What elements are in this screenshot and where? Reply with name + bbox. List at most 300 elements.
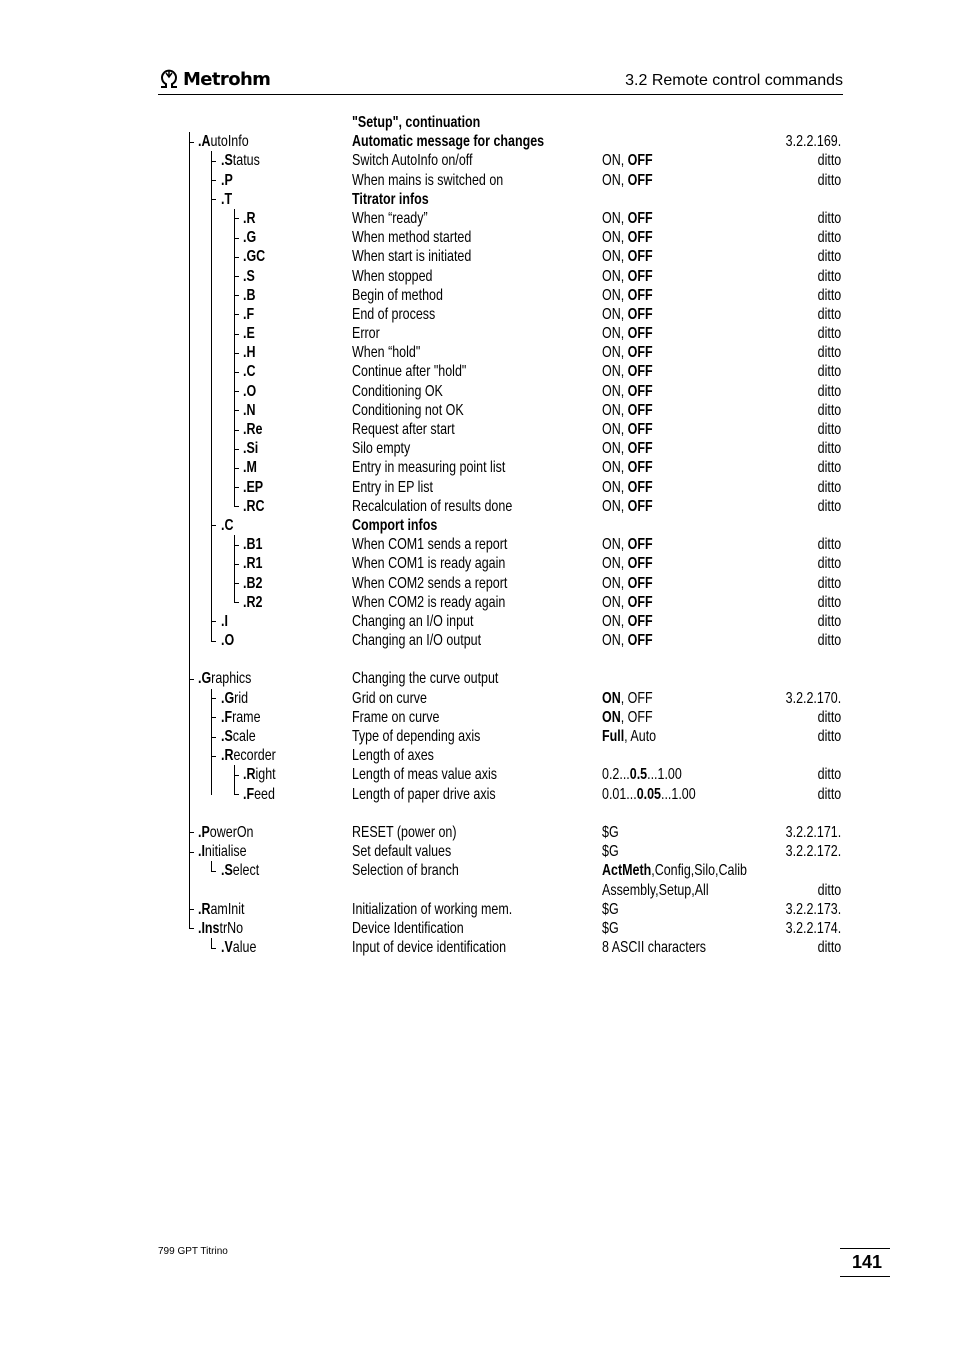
command-abbrev: .O — [243, 382, 257, 400]
command-values — [602, 881, 709, 900]
default-value: OFF — [627, 152, 653, 170]
command-row — [0, 267, 954, 286]
tree-line — [211, 593, 212, 612]
command-row — [0, 593, 954, 612]
command-description: Conditioning OK — [352, 382, 443, 400]
command-values — [602, 765, 682, 784]
tree-line — [189, 746, 190, 765]
default-value: OFF — [627, 363, 653, 381]
command-values — [602, 286, 653, 305]
tree-line — [189, 401, 190, 420]
value-text: ON, — [602, 612, 628, 630]
command-description: Recalculation of results done — [352, 497, 513, 515]
command-name — [243, 382, 256, 401]
section-reference: ditto — [817, 401, 841, 419]
tree-line — [189, 554, 190, 573]
command-abbrev: .O — [221, 632, 235, 650]
tree-branch — [189, 852, 194, 853]
tree-line — [189, 228, 190, 247]
tree-branch — [234, 794, 239, 795]
command-name — [243, 209, 255, 228]
command-name — [243, 458, 257, 477]
omega-logo-icon — [158, 68, 180, 90]
command-rest: ight — [255, 766, 276, 784]
command-description: Changing an I/O output — [352, 632, 482, 650]
tree-branch — [234, 449, 239, 450]
tree-line — [189, 362, 190, 381]
command-description: Comport infos — [352, 516, 438, 534]
command-rest: owerOn — [209, 823, 254, 841]
value-text: $G — [602, 900, 619, 918]
value-text: , OFF — [620, 708, 653, 726]
command-values — [602, 689, 653, 708]
command-rest: nitialise — [204, 843, 247, 861]
tree-line — [189, 478, 190, 497]
tree-line — [189, 247, 190, 266]
command-values — [602, 420, 653, 439]
default-value: OFF — [627, 209, 653, 227]
tree-line — [211, 631, 212, 641]
command-name — [221, 746, 276, 765]
default-value: OFF — [627, 325, 653, 343]
command-row — [0, 382, 954, 401]
command-name — [243, 324, 255, 343]
section-reference: 3.2.2.169. — [785, 133, 841, 151]
tree-line — [189, 535, 190, 554]
command-name — [221, 689, 248, 708]
command-name — [221, 727, 256, 746]
command-description: Changing the curve output — [352, 670, 499, 688]
command-row — [0, 554, 954, 573]
command-abbrev: .B1 — [243, 536, 263, 554]
tree-line — [211, 362, 212, 381]
tree-branch — [189, 928, 194, 929]
value-text: ON, — [602, 286, 628, 304]
default-value: OFF — [627, 286, 653, 304]
section-reference: ditto — [817, 612, 841, 630]
command-row — [0, 401, 954, 420]
tree-branch — [234, 372, 239, 373]
tree-branch — [189, 679, 194, 680]
section-reference: ditto — [817, 344, 841, 362]
tree-line — [211, 286, 212, 305]
tree-branch — [211, 525, 216, 526]
section-reference: ditto — [817, 440, 841, 458]
section-reference: 3.2.2.173. — [785, 900, 841, 918]
command-values — [602, 574, 653, 593]
default-value: OFF — [627, 593, 653, 611]
tree-line — [211, 458, 212, 477]
command-row — [0, 842, 954, 861]
command-abbrev: .P — [198, 823, 210, 841]
tree-line — [189, 612, 190, 631]
command-name — [198, 823, 254, 842]
value-text: , Auto — [624, 728, 657, 745]
command-name — [221, 151, 260, 170]
tree-line — [234, 497, 235, 507]
tree-line — [189, 439, 190, 458]
command-row — [0, 439, 954, 458]
tree-line — [189, 881, 190, 900]
command-name — [198, 842, 247, 861]
command-abbrev: .Re — [243, 421, 263, 438]
spacer-row — [0, 650, 954, 669]
command-values — [602, 554, 653, 573]
default-value: OFF — [627, 478, 653, 496]
brand-name: Metrohm — [183, 68, 271, 90]
command-values — [602, 171, 653, 190]
command-row — [0, 151, 954, 170]
command-abbrev: .C — [221, 516, 234, 534]
command-row — [0, 209, 954, 228]
value-text: ON, — [602, 536, 628, 554]
command-row — [0, 900, 954, 919]
tree-line — [189, 209, 190, 228]
command-values — [602, 401, 653, 420]
command-abbrev: .E — [243, 325, 255, 343]
tree-line — [189, 343, 190, 362]
command-row — [0, 132, 954, 151]
command-abbrev: .C — [243, 363, 256, 381]
command-values — [602, 938, 706, 957]
tree-line — [211, 382, 212, 401]
command-name — [221, 631, 234, 650]
default-value: ON — [602, 708, 621, 726]
value-text: ...1.00 — [647, 766, 682, 784]
command-name — [243, 343, 255, 362]
value-text: ON, — [602, 363, 628, 381]
tree-line — [211, 267, 212, 286]
value-text: ON, — [602, 344, 628, 362]
command-values — [602, 593, 653, 612]
tree-branch — [211, 737, 216, 738]
command-values — [602, 324, 653, 343]
default-value: OFF — [627, 229, 653, 247]
command-row — [0, 324, 954, 343]
command-values — [602, 382, 653, 401]
section-reference: ditto — [817, 881, 841, 899]
section-reference: ditto — [817, 728, 841, 745]
tree-branch — [211, 161, 216, 162]
tree-line — [189, 324, 190, 343]
tree-branch — [189, 142, 194, 143]
command-row — [0, 305, 954, 324]
command-rest: rame — [232, 708, 261, 726]
command-abbrev: .G — [198, 670, 212, 688]
tree-line — [234, 593, 235, 603]
tree-line — [211, 574, 212, 593]
command-rest: trNo — [219, 919, 244, 937]
command-row — [0, 497, 954, 516]
command-rest: eed — [254, 785, 275, 803]
command-table — [0, 113, 954, 957]
section-reference: ditto — [817, 209, 841, 227]
page-number-box — [840, 1248, 890, 1277]
value-text: ON, — [602, 555, 628, 573]
tree-branch — [234, 564, 239, 565]
command-row — [0, 516, 954, 535]
command-description: Error — [352, 325, 380, 343]
command-abbrev: .I — [221, 612, 228, 630]
command-row — [0, 938, 954, 957]
command-description: "Setup", continuation — [352, 114, 481, 131]
tree-branch — [234, 353, 239, 354]
tree-line — [211, 439, 212, 458]
command-row — [0, 228, 954, 247]
value-text: ON, — [602, 632, 628, 650]
value-text: 8 ASCII characters — [602, 939, 707, 957]
command-abbrev: .R — [243, 766, 256, 784]
command-description: Type of depending axis — [352, 728, 481, 745]
section-reference: ditto — [817, 229, 841, 247]
tree-line — [211, 478, 212, 497]
section-reference: 3.2.2.170. — [785, 689, 841, 707]
default-value: OFF — [627, 421, 653, 438]
command-row — [0, 669, 954, 688]
command-name — [198, 132, 249, 151]
tree-branch — [234, 257, 239, 258]
default-value: ON — [602, 689, 621, 707]
command-description: Length of paper drive axis — [352, 785, 496, 803]
section-reference: ditto — [817, 536, 841, 554]
tree-line — [211, 785, 212, 795]
tree-branch — [234, 334, 239, 335]
footer-product: 799 GPT Titrino — [158, 1246, 228, 1257]
command-abbrev: .Si — [243, 440, 259, 458]
default-value: OFF — [627, 248, 653, 266]
command-description: Entry in EP list — [352, 478, 433, 496]
command-name — [243, 267, 255, 286]
default-value: OFF — [627, 459, 653, 477]
command-row — [0, 727, 954, 746]
tree-line — [189, 382, 190, 401]
value-text: ON, — [602, 593, 628, 611]
command-row — [0, 343, 954, 362]
value-text: $G — [602, 919, 619, 937]
command-name — [243, 247, 265, 266]
section-reference: 3.2.2.171. — [785, 823, 841, 841]
command-rest: utoInfo — [210, 133, 249, 151]
command-values — [602, 458, 653, 477]
command-row — [0, 919, 954, 938]
command-description: Titrator infos — [352, 190, 429, 208]
section-reference: ditto — [817, 171, 841, 189]
value-text: ON, — [602, 459, 628, 477]
command-name — [198, 919, 243, 938]
command-description: Frame on curve — [352, 708, 440, 726]
section-reference: ditto — [817, 363, 841, 381]
tree-branch — [211, 641, 216, 642]
command-rest: rid — [234, 689, 249, 707]
tree-branch — [211, 199, 216, 200]
default-value: OFF — [627, 305, 653, 323]
command-abbrev: .F — [221, 708, 233, 726]
tree-branch — [234, 545, 239, 546]
command-name — [243, 305, 254, 324]
command-values — [602, 900, 619, 919]
command-values — [602, 228, 653, 247]
command-description: When mains is switched on — [352, 171, 504, 189]
section-reference: ditto — [817, 555, 841, 573]
command-row — [0, 746, 954, 765]
section-reference: ditto — [817, 593, 841, 611]
command-abbrev: .S — [221, 728, 233, 745]
tree-branch — [211, 756, 216, 757]
command-row — [0, 535, 954, 554]
tree-line — [189, 151, 190, 170]
command-description: Device Identification — [352, 919, 464, 937]
tree-line — [189, 574, 190, 593]
page-number: 141 — [851, 1252, 882, 1272]
command-name — [243, 554, 262, 573]
command-description: Request after start — [352, 421, 455, 438]
default-value: 0.5 — [629, 766, 648, 784]
tree-line — [211, 343, 212, 362]
value-text: ON, — [602, 574, 628, 592]
tree-line — [189, 861, 190, 880]
default-value: OFF — [627, 267, 653, 285]
command-row — [0, 708, 954, 727]
command-abbrev: .B — [243, 286, 256, 304]
command-row — [0, 420, 954, 439]
command-row — [0, 362, 954, 381]
tree-branch — [234, 583, 239, 584]
tree-line — [189, 267, 190, 286]
tree-line — [211, 209, 212, 228]
section-reference: ditto — [817, 286, 841, 304]
command-description: Selection of branch — [352, 862, 459, 880]
tree-line — [189, 190, 190, 209]
spacer-row — [0, 804, 954, 823]
value-text: ON, — [602, 305, 628, 323]
tree-branch — [234, 314, 239, 315]
brand-logo — [158, 68, 270, 90]
command-values — [602, 842, 619, 861]
tree-line — [189, 305, 190, 324]
tree-branch — [234, 391, 239, 392]
value-text: ON, — [602, 171, 628, 189]
command-abbrev: .N — [243, 401, 256, 419]
command-values — [602, 343, 653, 362]
command-row — [0, 247, 954, 266]
tree-branch — [211, 871, 216, 872]
command-row — [0, 113, 954, 132]
tree-line — [211, 535, 212, 554]
page-header — [158, 66, 843, 94]
command-values — [602, 861, 747, 880]
tree-line — [189, 286, 190, 305]
command-row — [0, 478, 954, 497]
tree-line — [211, 861, 212, 871]
command-values — [602, 631, 653, 650]
command-row — [0, 765, 954, 784]
default-value: OFF — [627, 632, 653, 650]
section-reference: ditto — [817, 382, 841, 400]
command-row — [0, 785, 954, 804]
command-description: Switch AutoInfo on/off — [352, 152, 473, 170]
tree-line — [211, 247, 212, 266]
command-abbrev: .P — [221, 171, 233, 189]
command-description: When stopped — [352, 267, 433, 285]
command-name — [243, 765, 276, 784]
command-values — [602, 919, 619, 938]
command-abbrev: .S — [221, 152, 233, 170]
command-description: When method started — [352, 229, 472, 247]
command-abbrev: .R — [243, 209, 256, 227]
command-values — [602, 785, 696, 804]
command-row — [0, 861, 954, 880]
command-values — [602, 478, 653, 497]
tree-line — [189, 171, 190, 190]
value-text: ON, — [602, 401, 628, 419]
command-rest: amInit — [210, 900, 245, 918]
tree-branch — [234, 602, 239, 603]
tree-line — [211, 765, 212, 784]
command-abbrev: .T — [221, 190, 233, 208]
default-value: OFF — [627, 401, 653, 419]
tree-branch — [234, 410, 239, 411]
command-values — [602, 209, 653, 228]
command-description: Begin of method — [352, 286, 443, 304]
value-text: ON, — [602, 267, 628, 285]
command-name — [221, 190, 232, 209]
section-reference: ditto — [817, 152, 841, 170]
default-value: OFF — [627, 497, 653, 515]
tree-branch — [234, 468, 239, 469]
value-text: ON, — [602, 325, 628, 343]
header-rule — [158, 94, 843, 95]
value-text: ...1.00 — [660, 785, 696, 803]
default-value: OFF — [627, 440, 653, 458]
command-name — [221, 708, 261, 727]
default-value: OFF — [627, 555, 653, 573]
section-reference: ditto — [817, 478, 841, 496]
command-name — [243, 286, 255, 305]
command-values — [602, 727, 656, 746]
command-values — [602, 247, 653, 266]
tree-line — [189, 727, 190, 746]
default-value: OFF — [627, 574, 653, 592]
tree-branch — [189, 832, 194, 833]
command-name — [221, 612, 228, 631]
value-text: ON, — [602, 440, 628, 458]
tree-branch — [234, 487, 239, 488]
command-abbrev: .H — [243, 344, 256, 362]
command-description: When COM1 sends a report — [352, 536, 508, 554]
command-description: Automatic message for changes — [352, 133, 545, 151]
command-abbrev: .G — [221, 689, 235, 707]
section-reference: ditto — [817, 939, 841, 957]
command-abbrev: .EP — [243, 478, 264, 496]
section-reference: ditto — [817, 248, 841, 266]
command-values — [602, 612, 653, 631]
section-reference: 3.2.2.174. — [785, 919, 841, 937]
value-text: 0.01... — [602, 785, 637, 803]
tree-branch — [234, 430, 239, 431]
tree-line — [211, 554, 212, 573]
default-value: OFF — [627, 382, 653, 400]
command-row — [0, 881, 954, 900]
value-text: ON, — [602, 152, 628, 170]
section-reference: ditto — [817, 574, 841, 592]
command-rest: ecorder — [233, 747, 276, 765]
tree-line — [189, 785, 190, 804]
tree-line — [211, 401, 212, 420]
command-values — [602, 439, 653, 458]
section-title: 3.2 Remote control commands — [625, 72, 843, 89]
tree-branch — [189, 909, 194, 910]
command-name — [243, 535, 262, 554]
